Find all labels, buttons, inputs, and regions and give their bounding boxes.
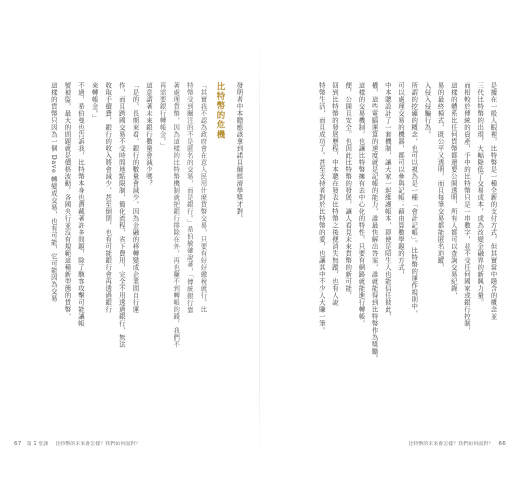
running-title: 比特幣的未來會怎樣？我們如何面對？ bbox=[408, 442, 494, 447]
text-column: 來轉帳金。」 bbox=[90, 82, 99, 121]
text-column: 收取手續費，銀行的收入將會減少，甚至倒閉，也有可能銀行會再透過銀行 bbox=[104, 82, 113, 313]
text-column: 三代比特幣的出現，大幅降低了交易成本，成為改變金融界的新興力量。 bbox=[476, 82, 485, 306]
text-column: 權，這些電腦運算的速度就是記帳的能力，誰最快解出答案，誰就能得到比特幣作為獎勵。 bbox=[370, 82, 379, 362]
text-column: 特幣生活，而且成功了。甚至支持者對於比特幣的愛，也讓其中不少人大賺一筆。 bbox=[317, 82, 326, 334]
text-column: 作，而且跨國交易不受時間地點限制，簡化流程，省下費用，完全不用透過銀行，無法 bbox=[117, 82, 126, 348]
text-column: 「是的，長期來看，銀行的數量會減少。因為金融的移轉變成企業間自行運 bbox=[131, 82, 140, 313]
text-column: 這樣的貨幣只因為一個 Dave 轉變成交易，也有可能，它可能因為交易 bbox=[49, 82, 58, 302]
text-column: 可以處理交易的機器，都可以參與記帳；藉由算數學題的方式， bbox=[397, 82, 405, 278]
text-column: 再需要銀行轉帳金。」 bbox=[158, 82, 167, 149]
text-column: 不過，希伯曼也告訴我，比特幣本身也潛藏著許多問題，除了駭客攻擊可能讓帳 bbox=[77, 82, 85, 327]
text-column: 而相較於傳統的資產，手中的比特幣只是一串數字，並不受任何國家或銀行控制， bbox=[463, 82, 471, 334]
text-column: 入侵入侵騙行為。 bbox=[423, 82, 432, 138]
text-column: 這意謂著未來銀行數量會減少嗎？ bbox=[145, 82, 153, 187]
text-column: 這樣的交易機制，也讓比特幣擁有去中心化的特性，只要有網路就能進行轉帳， bbox=[357, 82, 366, 327]
right-page-footer bbox=[408, 440, 506, 447]
text-column: 號被盜，最大的問題就是價格波動。各國央行並沒有規範這種新型態的貨幣， bbox=[63, 82, 72, 320]
text-column: 便，公開且安全。也因此比特幣的發展，讓人看見未來貨幣的新可能， bbox=[344, 82, 353, 299]
running-title: 比特幣的未來會怎樣？我們如何面對？ bbox=[55, 442, 141, 447]
text-column: 發明者中本聰應該拿到諾貝爾經濟學獎才對。 bbox=[235, 82, 244, 222]
text-column: 所謂的挖礦的概念，也可以視為是一種「會計記帳」。比特幣的運作規則中， bbox=[410, 82, 419, 317]
section-heading: 比特幣的危機 bbox=[216, 82, 226, 140]
chapter-label: 第 1 堂課 bbox=[26, 442, 49, 447]
page-number: 67 bbox=[14, 441, 22, 447]
text-column: 「其實我不認為政府會在意人民用什麼貨幣交易，只要有好好繳稅就行。比 bbox=[199, 82, 208, 313]
left-page-footer bbox=[14, 440, 140, 447]
text-column: 特幣受到關注的不是匿名的交易，而是銀行。」希伯敏確說著，「傳統銀行靠 bbox=[185, 82, 194, 314]
text-column: 著處理貨幣，因為這樣的比特幣機制就把銀行排除在外，再也賺不到轉帳的錢，我們不 bbox=[172, 82, 181, 348]
text-column: 中本聰設計了一套機制，讓大家一起維護帳本，即使是陌生人也能信任彼此， bbox=[383, 82, 392, 320]
text-column: 易的最終模式，既公平又透明，而且每筆交易都能匿名追蹤， bbox=[436, 82, 445, 271]
right-page bbox=[260, 0, 520, 500]
text-column: 是據在一般人眼裡，比特幣是一種全新的支付方式，但其實當中隱含的概念並 bbox=[489, 82, 498, 320]
text-column: 這樣的體系比任何貨幣都還要公開透明，所有人都可以查詢交易紀錄， bbox=[449, 82, 458, 299]
text-column: 回到比特幣的發展歷程，中本聰在發表比特幣之後便消失無蹤，也有人說 bbox=[331, 82, 339, 306]
page-number: 66 bbox=[498, 441, 506, 447]
